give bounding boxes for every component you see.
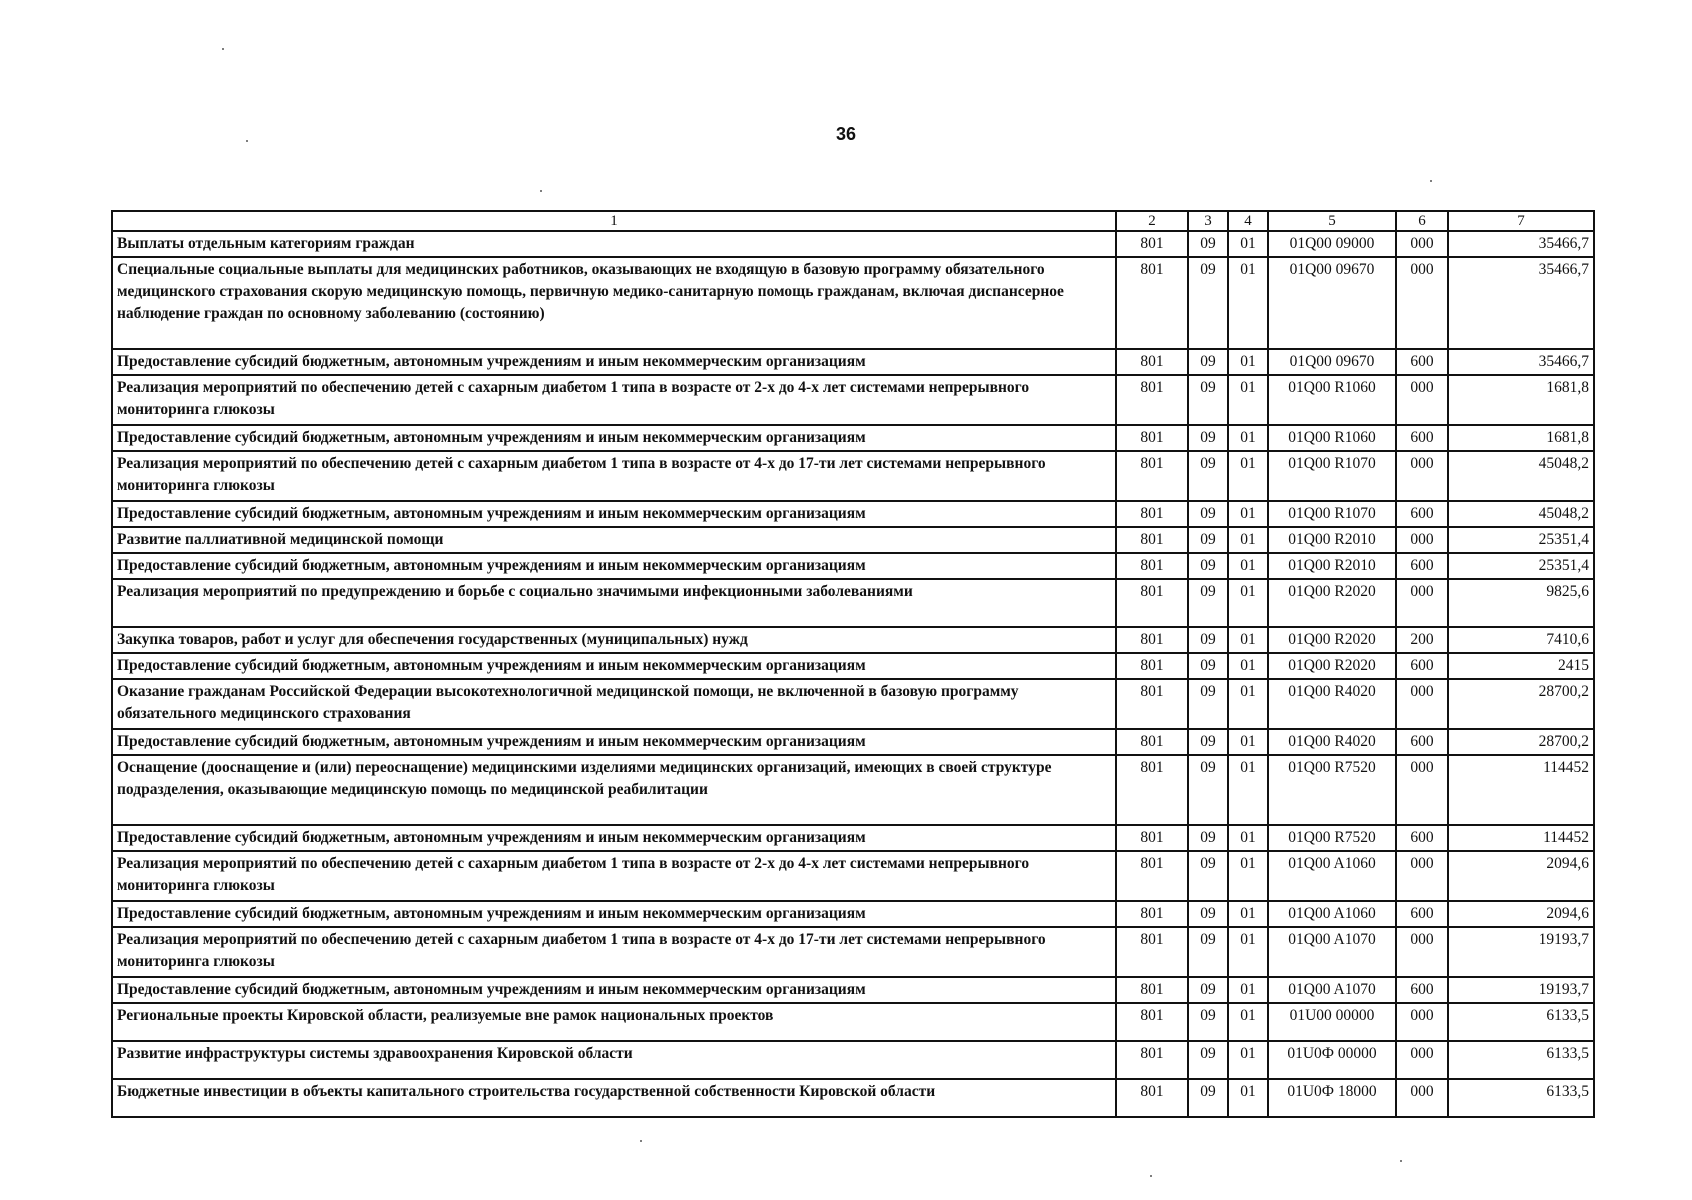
admin-code-cell: 801 (1116, 825, 1188, 851)
admin-code-cell: 801 (1116, 653, 1188, 679)
expense-type-cell: 000 (1396, 579, 1448, 627)
subsection-code-cell: 01 (1228, 257, 1268, 349)
row-name-cell: Предоставление субсидий бюджетным, автономным учреждениям и иным некоммерческим организациям (112, 653, 1116, 679)
amount-cell: 1681,8 (1448, 425, 1594, 451)
section-code-cell: 09 (1188, 349, 1228, 375)
admin-code-cell: 801 (1116, 527, 1188, 553)
amount-cell: 19193,7 (1448, 927, 1594, 977)
section-code-cell: 09 (1188, 579, 1228, 627)
section-code-cell: 09 (1188, 1079, 1228, 1117)
column-header: 5 (1268, 211, 1396, 231)
target-article-cell: 01Q00 R2010 (1268, 527, 1396, 553)
amount-cell: 45048,2 (1448, 451, 1594, 501)
table-row (112, 501, 1594, 527)
amount-cell: 114452 (1448, 825, 1594, 851)
admin-code-cell: 801 (1116, 553, 1188, 579)
subsection-code-cell: 01 (1228, 349, 1268, 375)
admin-code-cell: 801 (1116, 1079, 1188, 1117)
section-code-cell: 09 (1188, 851, 1228, 901)
amount-cell: 35466,7 (1448, 349, 1594, 375)
admin-code-cell: 801 (1116, 851, 1188, 901)
table-row (112, 257, 1594, 349)
subsection-code-cell: 01 (1228, 627, 1268, 653)
section-code-cell: 09 (1188, 1003, 1228, 1041)
row-name-cell: Специальные социальные выплаты для медицинских работников, оказывающих не входящую в базовую программу обязательного медицинского страхования скорую медицинскую помощь, первичную медико-санитарную помощь гражданам, включая диспансерное наблюдение граждан по основному заболеванию (состоянию) (112, 257, 1116, 349)
row-name-cell: Реализация мероприятий по обеспечению детей с сахарным диабетом 1 типа в возрасте от 4-х до 17-ти лет системами непрерывного мониторинга глюкозы (112, 927, 1116, 977)
amount-cell: 28700,2 (1448, 729, 1594, 755)
expense-type-cell: 000 (1396, 231, 1448, 257)
expense-type-cell: 600 (1396, 825, 1448, 851)
amount-cell: 25351,4 (1448, 553, 1594, 579)
expense-type-cell: 600 (1396, 349, 1448, 375)
column-header: 7 (1448, 211, 1594, 231)
target-article-cell: 01Q00 R1060 (1268, 425, 1396, 451)
row-name-cell: Предоставление субсидий бюджетным, автономным учреждениям и иным некоммерческим организациям (112, 425, 1116, 451)
column-header: 6 (1396, 211, 1448, 231)
target-article-cell: 01Q00 R2020 (1268, 653, 1396, 679)
subsection-code-cell: 01 (1228, 375, 1268, 425)
section-code-cell: 09 (1188, 901, 1228, 927)
admin-code-cell: 801 (1116, 679, 1188, 729)
scan-speck (1150, 1175, 1152, 1177)
admin-code-cell: 801 (1116, 755, 1188, 825)
target-article-cell: 01Q00 09000 (1268, 231, 1396, 257)
section-code-cell: 09 (1188, 1041, 1228, 1079)
target-article-cell: 01Q00 09670 (1268, 257, 1396, 349)
scan-speck (640, 1140, 642, 1142)
expense-type-cell: 000 (1396, 1041, 1448, 1079)
subsection-code-cell: 01 (1228, 851, 1268, 901)
expense-type-cell: 000 (1396, 755, 1448, 825)
section-code-cell: 09 (1188, 425, 1228, 451)
table-row (112, 1003, 1594, 1041)
subsection-code-cell: 01 (1228, 553, 1268, 579)
target-article-cell: 01Q00 R4020 (1268, 679, 1396, 729)
target-article-cell: 01Q00 R2020 (1268, 627, 1396, 653)
expense-type-cell: 000 (1396, 1079, 1448, 1117)
section-code-cell: 09 (1188, 627, 1228, 653)
section-code-cell: 09 (1188, 501, 1228, 527)
target-article-cell: 01U0Ф 18000 (1268, 1079, 1396, 1117)
expense-type-cell: 600 (1396, 425, 1448, 451)
target-article-cell: 01Q00 R7520 (1268, 755, 1396, 825)
row-name-cell: Реализация мероприятий по предупреждению и борьбе с социально значимыми инфекционными заболеваниями (112, 579, 1116, 627)
expense-type-cell: 000 (1396, 927, 1448, 977)
amount-cell: 6133,5 (1448, 1003, 1594, 1041)
admin-code-cell: 801 (1116, 257, 1188, 349)
admin-code-cell: 801 (1116, 627, 1188, 653)
row-name-cell: Развитие паллиативной медицинской помощи (112, 527, 1116, 553)
section-code-cell: 09 (1188, 527, 1228, 553)
subsection-code-cell: 01 (1228, 977, 1268, 1003)
column-header: 2 (1116, 211, 1188, 231)
target-article-cell: 01Q00 A1070 (1268, 977, 1396, 1003)
admin-code-cell: 801 (1116, 375, 1188, 425)
subsection-code-cell: 01 (1228, 1079, 1268, 1117)
section-code-cell: 09 (1188, 977, 1228, 1003)
expense-type-cell: 600 (1396, 501, 1448, 527)
row-name-cell: Оснащение (дооснащение и (или) переоснащение) медицинскими изделиями медицинских организаций, имеющих в своей структуре подразделения, оказывающие медицинскую помощь по медицинской реабилитации (112, 755, 1116, 825)
section-code-cell: 09 (1188, 231, 1228, 257)
amount-cell: 2094,6 (1448, 901, 1594, 927)
section-code-cell: 09 (1188, 375, 1228, 425)
subsection-code-cell: 01 (1228, 653, 1268, 679)
admin-code-cell: 801 (1116, 451, 1188, 501)
admin-code-cell: 801 (1116, 231, 1188, 257)
target-article-cell: 01Q00 R1060 (1268, 375, 1396, 425)
section-code-cell: 09 (1188, 553, 1228, 579)
admin-code-cell: 801 (1116, 1041, 1188, 1079)
scan-speck (1430, 180, 1432, 182)
scan-speck (222, 48, 224, 50)
target-article-cell: 01Q00 R4020 (1268, 729, 1396, 755)
expense-type-cell: 000 (1396, 1003, 1448, 1041)
section-code-cell: 09 (1188, 755, 1228, 825)
subsection-code-cell: 01 (1228, 451, 1268, 501)
section-code-cell: 09 (1188, 257, 1228, 349)
subsection-code-cell: 01 (1228, 501, 1268, 527)
section-code-cell: 09 (1188, 927, 1228, 977)
subsection-code-cell: 01 (1228, 825, 1268, 851)
target-article-cell: 01Q00 R2010 (1268, 553, 1396, 579)
amount-cell: 19193,7 (1448, 977, 1594, 1003)
admin-code-cell: 801 (1116, 977, 1188, 1003)
amount-cell: 1681,8 (1448, 375, 1594, 425)
table-row (112, 579, 1594, 627)
target-article-cell: 01Q00 09670 (1268, 349, 1396, 375)
row-name-cell: Предоставление субсидий бюджетным, автономным учреждениям и иным некоммерческим организациям (112, 349, 1116, 375)
admin-code-cell: 801 (1116, 425, 1188, 451)
target-article-cell: 01U0Ф 00000 (1268, 1041, 1396, 1079)
expense-type-cell: 600 (1396, 653, 1448, 679)
table-row (112, 755, 1594, 825)
subsection-code-cell: 01 (1228, 231, 1268, 257)
row-name-cell: Реализация мероприятий по обеспечению детей с сахарным диабетом 1 типа в возрасте от 2-х до 4-х лет системами непрерывного мониторинга глюкозы (112, 851, 1116, 901)
target-article-cell: 01Q00 A1070 (1268, 927, 1396, 977)
admin-code-cell: 801 (1116, 579, 1188, 627)
subsection-code-cell: 01 (1228, 755, 1268, 825)
target-article-cell: 01Q00 R2020 (1268, 579, 1396, 627)
scan-speck (246, 140, 248, 142)
section-code-cell: 09 (1188, 825, 1228, 851)
row-name-cell: Предоставление субсидий бюджетным, автономным учреждениям и иным некоммерческим организациям (112, 501, 1116, 527)
amount-cell: 25351,4 (1448, 527, 1594, 553)
table-row (112, 451, 1594, 501)
section-code-cell: 09 (1188, 679, 1228, 729)
subsection-code-cell: 01 (1228, 425, 1268, 451)
row-name-cell: Региональные проекты Кировской области, реализуемые вне рамок национальных проектов (112, 1003, 1116, 1041)
table-body (112, 231, 1594, 1117)
table-row (112, 375, 1594, 425)
expense-type-cell: 000 (1396, 527, 1448, 553)
row-name-cell: Выплаты отдельным категориям граждан (112, 231, 1116, 257)
table-row (112, 553, 1594, 579)
expense-type-cell: 600 (1396, 901, 1448, 927)
subsection-code-cell: 01 (1228, 679, 1268, 729)
amount-cell: 114452 (1448, 755, 1594, 825)
table-row (112, 901, 1594, 927)
table-row (112, 653, 1594, 679)
admin-code-cell: 801 (1116, 729, 1188, 755)
column-number-row (112, 211, 1594, 231)
table-row (112, 231, 1594, 257)
table-row (112, 851, 1594, 901)
table-row (112, 729, 1594, 755)
subsection-code-cell: 01 (1228, 579, 1268, 627)
subsection-code-cell: 01 (1228, 1003, 1268, 1041)
target-article-cell: 01Q00 R1070 (1268, 501, 1396, 527)
expense-type-cell: 000 (1396, 375, 1448, 425)
section-code-cell: 09 (1188, 729, 1228, 755)
admin-code-cell: 801 (1116, 927, 1188, 977)
row-name-cell: Предоставление субсидий бюджетным, автономным учреждениям и иным некоммерческим организациям (112, 729, 1116, 755)
amount-cell: 28700,2 (1448, 679, 1594, 729)
amount-cell: 7410,6 (1448, 627, 1594, 653)
expense-type-cell: 600 (1396, 729, 1448, 755)
expense-type-cell: 000 (1396, 851, 1448, 901)
subsection-code-cell: 01 (1228, 729, 1268, 755)
row-name-cell: Предоставление субсидий бюджетным, автономным учреждениям и иным некоммерческим организациям (112, 825, 1116, 851)
table-row (112, 1079, 1594, 1117)
scan-speck (1400, 1160, 1402, 1162)
table-row (112, 1041, 1594, 1079)
table-row (112, 627, 1594, 653)
table-row (112, 679, 1594, 729)
table-row (112, 349, 1594, 375)
target-article-cell: 01U00 00000 (1268, 1003, 1396, 1041)
amount-cell: 35466,7 (1448, 257, 1594, 349)
admin-code-cell: 801 (1116, 1003, 1188, 1041)
table-row (112, 425, 1594, 451)
amount-cell: 9825,6 (1448, 579, 1594, 627)
amount-cell: 6133,5 (1448, 1079, 1594, 1117)
column-header: 3 (1188, 211, 1228, 231)
expense-type-cell: 000 (1396, 451, 1448, 501)
subsection-code-cell: 01 (1228, 1041, 1268, 1079)
column-header: 4 (1228, 211, 1268, 231)
scan-speck (540, 190, 542, 192)
row-name-cell: Оказание гражданам Российской Федерации высокотехнологичной медицинской помощи, не включенной в базовую программу обязательного медицинского страхования (112, 679, 1116, 729)
expense-type-cell: 000 (1396, 257, 1448, 349)
subsection-code-cell: 01 (1228, 901, 1268, 927)
target-article-cell: 01Q00 R1070 (1268, 451, 1396, 501)
expense-type-cell: 000 (1396, 679, 1448, 729)
target-article-cell: 01Q00 R7520 (1268, 825, 1396, 851)
row-name-cell: Предоставление субсидий бюджетным, автономным учреждениям и иным некоммерческим организациям (112, 553, 1116, 579)
table-row (112, 527, 1594, 553)
row-name-cell: Развитие инфраструктуры системы здравоохранения Кировской области (112, 1041, 1116, 1079)
target-article-cell: 01Q00 A1060 (1268, 851, 1396, 901)
amount-cell: 2094,6 (1448, 851, 1594, 901)
admin-code-cell: 801 (1116, 349, 1188, 375)
amount-cell: 2415 (1448, 653, 1594, 679)
row-name-cell: Реализация мероприятий по обеспечению детей с сахарным диабетом 1 типа в возрасте от 4-х до 17-ти лет системами непрерывного мониторинга глюкозы (112, 451, 1116, 501)
table-row (112, 927, 1594, 977)
column-header: 1 (112, 211, 1116, 231)
row-name-cell: Предоставление субсидий бюджетным, автономным учреждениям и иным некоммерческим организациям (112, 977, 1116, 1003)
row-name-cell: Бюджетные инвестиции в объекты капитального строительства государственной собственности Кировской области (112, 1079, 1116, 1117)
subsection-code-cell: 01 (1228, 927, 1268, 977)
section-code-cell: 09 (1188, 653, 1228, 679)
admin-code-cell: 801 (1116, 901, 1188, 927)
row-name-cell: Реализация мероприятий по обеспечению детей с сахарным диабетом 1 типа в возрасте от 2-х до 4-х лет системами непрерывного мониторинга глюкозы (112, 375, 1116, 425)
budget-table (111, 210, 1595, 1118)
subsection-code-cell: 01 (1228, 527, 1268, 553)
expense-type-cell: 600 (1396, 977, 1448, 1003)
amount-cell: 35466,7 (1448, 231, 1594, 257)
row-name-cell: Закупка товаров, работ и услуг для обеспечения государственных (муниципальных) нужд (112, 627, 1116, 653)
table-row (112, 977, 1594, 1003)
table-row (112, 825, 1594, 851)
section-code-cell: 09 (1188, 451, 1228, 501)
target-article-cell: 01Q00 A1060 (1268, 901, 1396, 927)
expense-type-cell: 200 (1396, 627, 1448, 653)
admin-code-cell: 801 (1116, 501, 1188, 527)
amount-cell: 45048,2 (1448, 501, 1594, 527)
amount-cell: 6133,5 (1448, 1041, 1594, 1079)
row-name-cell: Предоставление субсидий бюджетным, автономным учреждениям и иным некоммерческим организациям (112, 901, 1116, 927)
expense-type-cell: 600 (1396, 553, 1448, 579)
page-number: 36 (835, 124, 857, 144)
